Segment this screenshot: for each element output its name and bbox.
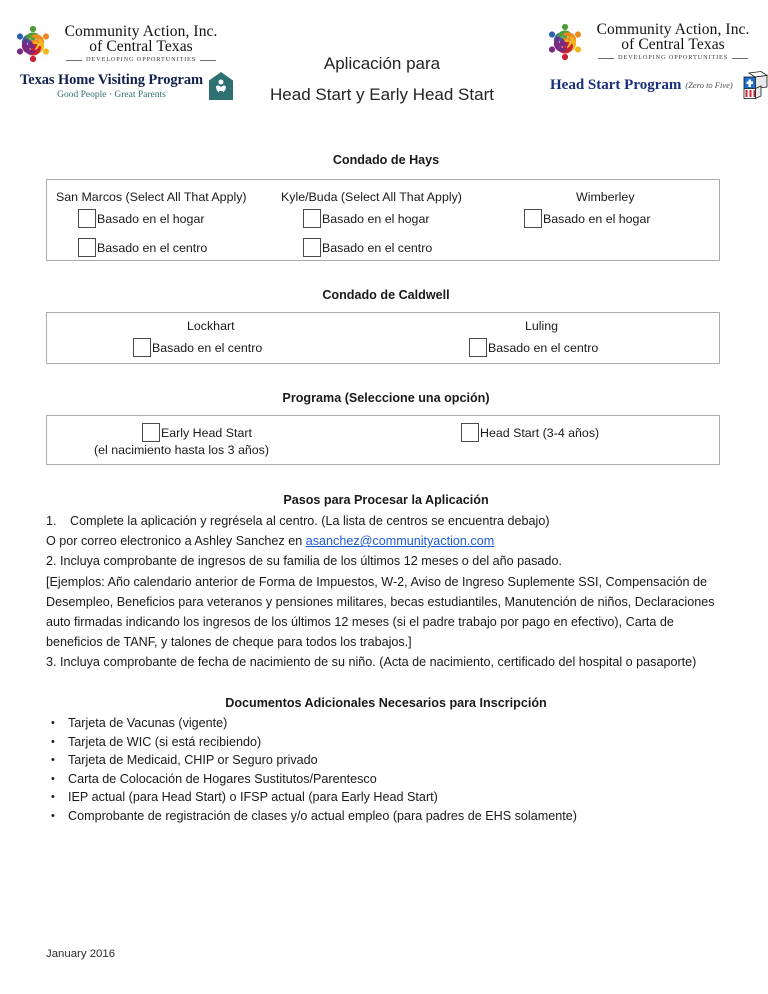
- list-item: [46, 751, 722, 770]
- steps-email-line: [46, 531, 722, 551]
- checkbox-caldwell-lockhart-center[interactable]: [133, 338, 151, 357]
- tagline-rule-left-right: [598, 58, 614, 59]
- bullet-icon: •: [51, 791, 55, 804]
- left-logo-group: [8, 22, 223, 101]
- page-title-line2: Head Start y Early Head Start: [270, 85, 494, 105]
- section-heading-caldwell: Condado de Caldwell: [322, 288, 450, 302]
- steps-item-1-number: 1.: [46, 514, 57, 528]
- list-item-label: Carta de Colocación de Hogares Sustitutos/Parentesco: [68, 771, 377, 786]
- checkbox-caldwell-luling-center[interactable]: [469, 338, 487, 357]
- checkbox-hays-kyle-buda-home[interactable]: [303, 209, 321, 228]
- list-item-label: Tarjeta de WIC (si está recibiendo): [68, 734, 262, 749]
- steps-body: [46, 511, 722, 673]
- people-circle-logo-icon-right: [540, 20, 590, 64]
- list-item: [46, 714, 722, 733]
- hays-kyle-buda-home-option[interactable]: [303, 209, 429, 228]
- bullet-icon: •: [51, 809, 55, 822]
- section-heading-hays: Condado de Hays: [332, 153, 440, 167]
- hays-wimberley-home-label: Basado en el hogar: [543, 211, 651, 226]
- bullet-icon: •: [51, 735, 55, 748]
- hays-san-marcos-home-label: Basado en el hogar: [97, 211, 205, 226]
- org-name-line2: of Central Texas: [89, 38, 193, 56]
- caldwell-col-lockhart-label: Lockhart: [187, 319, 235, 333]
- hays-wimberley-home-option[interactable]: [524, 209, 650, 228]
- tagline-rule-right-right: [732, 58, 748, 59]
- list-item-label: IEP actual (para Head Start) o IFSP actual (para Early Head Start): [68, 790, 438, 805]
- texas-home-visiting-logo: [20, 71, 223, 101]
- hays-options-box: [46, 179, 720, 261]
- list-item: [46, 807, 722, 826]
- programa-head-start-option[interactable]: [461, 423, 599, 442]
- head-start-program-logo: [550, 70, 762, 100]
- documents-heading: Documentos Adicionales Necesarios para Inscripción: [225, 696, 547, 710]
- caldwell-lockhart-center-option[interactable]: [133, 338, 262, 357]
- steps-item-2: 2. Incluya comprobante de ingresos de su familia de los últimos 12 meses o del año pasado.: [46, 554, 562, 569]
- steps-email-prefix: O por correo electronico a Ashley Sanchez en: [46, 534, 306, 549]
- caldwell-luling-center-option[interactable]: [469, 338, 598, 357]
- checkbox-hays-san-marcos-home[interactable]: [78, 209, 96, 228]
- people-circle-logo-icon: [8, 22, 58, 66]
- page-title-line1: Aplicación para: [323, 54, 441, 73]
- list-item-label: Comprobante de registración de clases y/o actual empleo (para padres de EHS solamente): [68, 808, 577, 823]
- head-start-subtitle: (Zero to Five): [685, 79, 733, 90]
- community-action-wordmark: [62, 24, 220, 64]
- steps-item-1: [46, 511, 722, 531]
- list-item: [46, 733, 722, 752]
- programa-early-head-start-label: Early Head Start: [161, 425, 252, 440]
- hays-san-marcos-home-option[interactable]: [78, 209, 204, 228]
- thv-wordmark: [20, 72, 203, 100]
- org-tagline: DEVELOPING OPPORTUNITIES: [86, 56, 197, 64]
- community-action-logo: [8, 22, 223, 66]
- steps-item-1-text: Complete la aplicación y regrésela al centro. (La lista de centros se encuentra debajo): [70, 514, 550, 528]
- programa-head-start-label: Head Start (3-4 años): [480, 425, 600, 440]
- tagline-rule-left: [66, 60, 82, 61]
- checkbox-hays-san-marcos-center[interactable]: [78, 238, 96, 257]
- caldwell-options-box: [46, 312, 720, 364]
- org-name-line1: Community Action, Inc.: [64, 23, 218, 41]
- bullet-icon: •: [51, 772, 55, 785]
- programa-early-head-start-option[interactable]: [142, 423, 252, 442]
- community-action-logo-right: [540, 20, 762, 64]
- hays-col-wimberley-label: Wimberley: [576, 190, 635, 204]
- footer-date: January 2016: [46, 948, 116, 960]
- caldwell-lockhart-center-label: Basado en el centro: [152, 340, 263, 355]
- building-blocks-icon: [739, 70, 768, 100]
- org-name-line2-right: of Central Texas: [621, 36, 725, 54]
- caldwell-col-luling-label: Luling: [525, 319, 559, 333]
- programa-options-box: [46, 415, 720, 465]
- page-title: [232, 48, 532, 111]
- section-heading-programa: Programa (Seleccione una opción): [282, 391, 490, 405]
- checkbox-programa-early-head-start[interactable]: [142, 423, 160, 442]
- steps-examples: [Ejemplos: Año calendario anterior de Forma de Impuestos, W-2, Aviso de Ingreso Suplemente SSI, Compensación de Desempleo, Beneficios para veteranos y pensiones militares, becas estudiantiles, Manutención de niños, Declaraciones auto firmadas indicando los ingresos de los últimos 12 meses (si el padre trabajo por pago en efectivo), Carta de beneficios de TANF, y talones de cheque para todos los trabajos.]: [46, 574, 715, 650]
- documents-list: [46, 714, 722, 826]
- list-item: [46, 770, 722, 789]
- thv-title: Texas Home Visiting Program: [20, 72, 203, 88]
- community-action-wordmark-right: [594, 22, 752, 62]
- head-start-title: Head Start Program: [550, 76, 682, 93]
- hays-kyle-buda-home-label: Basado en el hogar: [322, 211, 430, 226]
- list-item-label: Tarjeta de Medicaid, CHIP or Seguro privado: [68, 753, 318, 768]
- checkbox-hays-kyle-buda-center[interactable]: [303, 238, 321, 257]
- caldwell-luling-center-label: Basado en el centro: [488, 340, 599, 355]
- steps-item-3: 3. Incluya comprobante de fecha de nacimiento de su niño. (Acta de nacimiento, certificado del hospital o pasaporte): [46, 655, 697, 670]
- tagline-rule-right: [200, 60, 216, 61]
- document-header: [0, 0, 768, 128]
- hays-san-marcos-center-option[interactable]: [78, 238, 207, 257]
- email-link[interactable]: asanchez@communityaction.com: [305, 534, 495, 549]
- bullet-icon: •: [51, 717, 55, 729]
- hays-kyle-buda-center-option[interactable]: [303, 238, 432, 257]
- org-tagline-row: [62, 57, 220, 64]
- thv-subtitle: Good People · Great Parents: [57, 90, 166, 100]
- checkbox-programa-head-start[interactable]: [461, 423, 479, 442]
- bullet-icon: •: [51, 754, 55, 767]
- house-heart-icon: [208, 71, 234, 101]
- right-logo-group: [540, 20, 762, 100]
- hays-kyle-buda-center-label: Basado en el centro: [322, 240, 433, 255]
- hays-col-kyle-buda-label: Kyle/Buda (Select All That Apply): [281, 190, 462, 204]
- org-name-line1-right: Community Action, Inc.: [596, 21, 750, 39]
- org-tagline-row-right: [594, 55, 752, 62]
- org-tagline-right: DEVELOPING OPPORTUNITIES: [618, 54, 729, 62]
- checkbox-hays-wimberley-home[interactable]: [524, 209, 542, 228]
- hays-san-marcos-center-label: Basado en el centro: [97, 240, 208, 255]
- programa-early-head-start-note: (el nacimiento hasta los 3 años): [94, 443, 269, 457]
- hays-col-san-marcos-label: San Marcos (Select All That Apply): [56, 190, 247, 204]
- list-item-label: Tarjeta de Vacunas (vigente): [68, 716, 228, 730]
- steps-heading: Pasos para Procesar la Aplicación: [283, 493, 489, 507]
- list-item: [46, 788, 722, 807]
